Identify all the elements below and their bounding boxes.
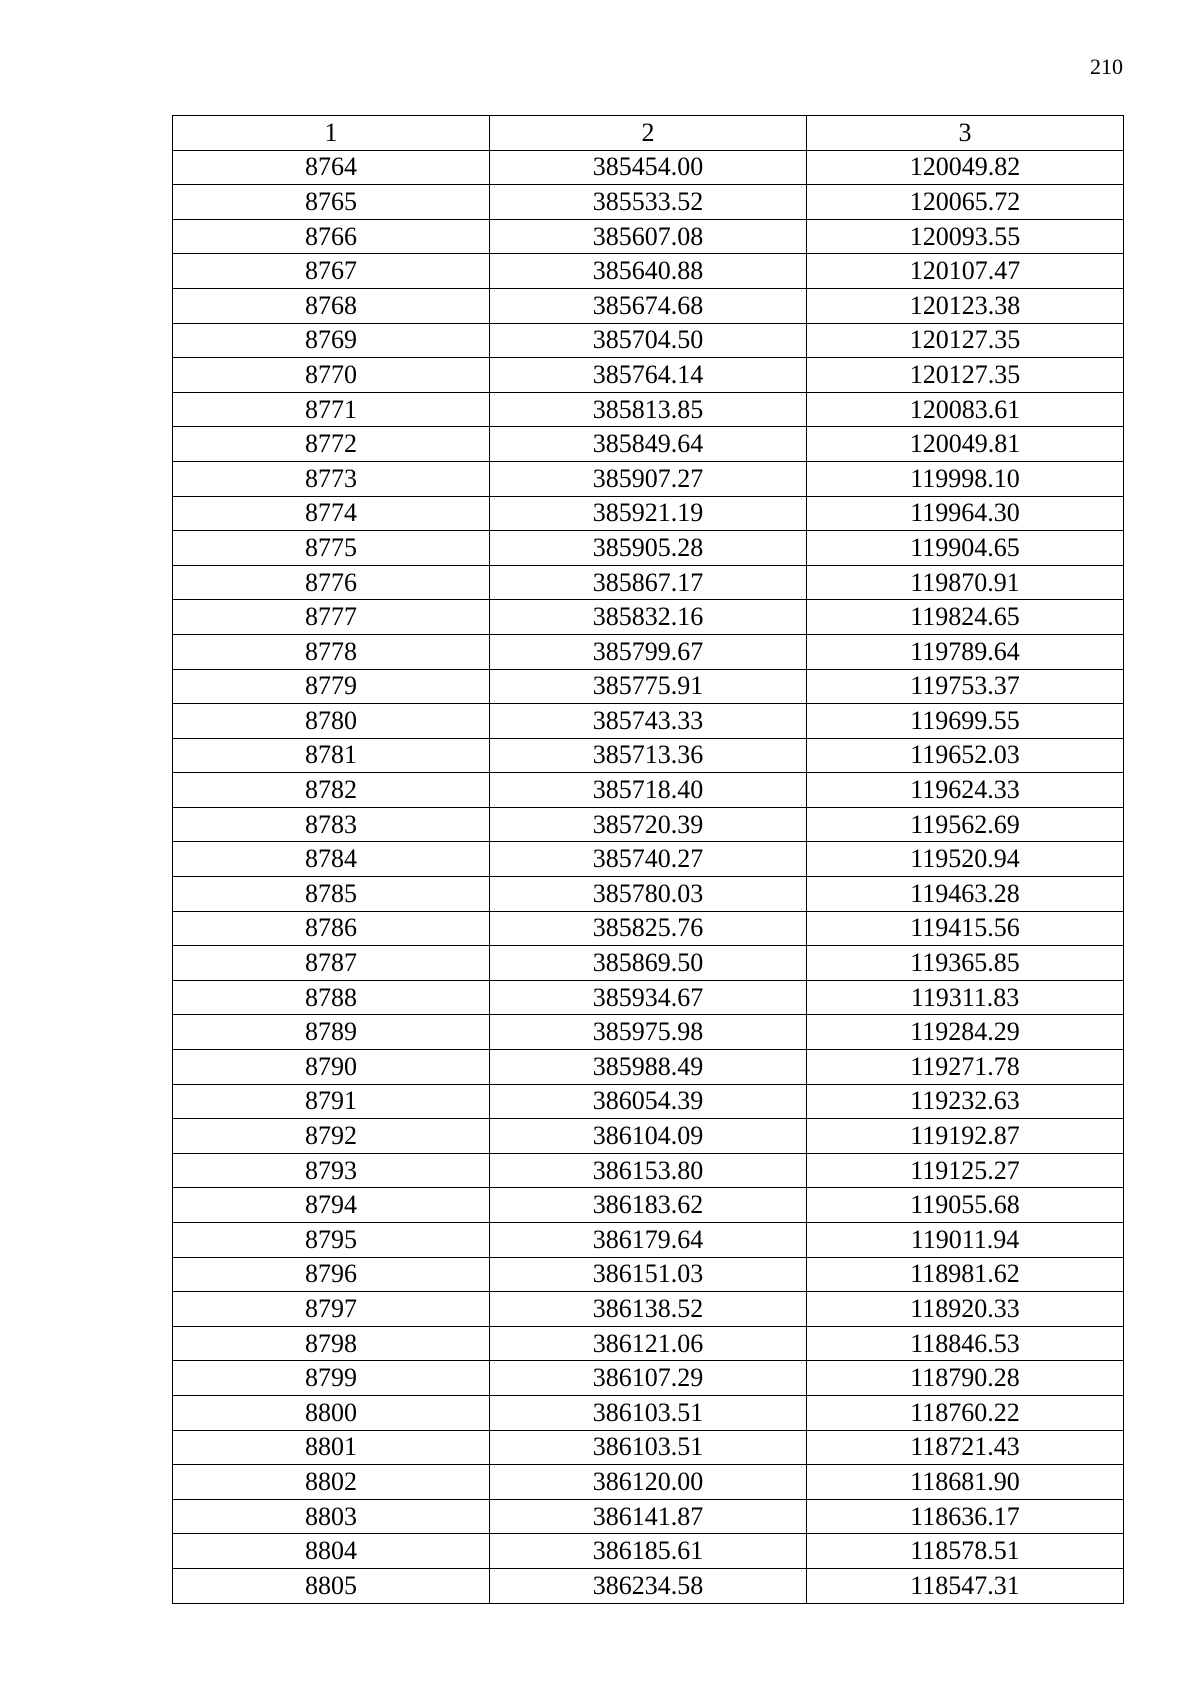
table-cell: 120049.82 [807,150,1124,185]
table-cell: 119271.78 [807,1050,1124,1085]
table-cell: 385740.27 [490,842,807,877]
table-cell: 385907.27 [490,461,807,496]
table-cell: 385849.64 [490,427,807,462]
table-row [173,807,1124,842]
table-row [173,1015,1124,1050]
table-cell: 8779 [173,669,490,704]
table-cell: 118846.53 [807,1326,1124,1361]
table-cell: 118721.43 [807,1430,1124,1465]
table-cell: 118920.33 [807,1292,1124,1327]
table-cell: 8793 [173,1153,490,1188]
table-cell: 8766 [173,219,490,254]
table-row [173,911,1124,946]
table-cell: 8787 [173,946,490,981]
table-cell: 8802 [173,1465,490,1500]
table-cell: 8792 [173,1119,490,1154]
table-cell: 8798 [173,1326,490,1361]
table-cell: 118790.28 [807,1361,1124,1396]
table-cell: 8777 [173,600,490,635]
table-cell: 8771 [173,392,490,427]
table-row [173,842,1124,877]
table-cell: 386141.87 [490,1499,807,1534]
table-row [173,946,1124,981]
table-row [173,634,1124,669]
table-row [173,1395,1124,1430]
table-row [173,185,1124,220]
table-row [173,1430,1124,1465]
table-cell: 119789.64 [807,634,1124,669]
table-cell: 385988.49 [490,1050,807,1085]
table-cell: 385780.03 [490,877,807,912]
table-cell: 119824.65 [807,600,1124,635]
table-cell: 119520.94 [807,842,1124,877]
table-cell: 119753.37 [807,669,1124,704]
table-cell: 8769 [173,323,490,358]
table-row [173,254,1124,289]
table-row [173,1292,1124,1327]
table-cell: 120127.35 [807,323,1124,358]
table-cell: 120065.72 [807,185,1124,220]
table-cell: 385454.00 [490,150,807,185]
table-cell: 8804 [173,1534,490,1569]
table-cell: 8803 [173,1499,490,1534]
table-cell: 386103.51 [490,1430,807,1465]
table-cell: 8770 [173,358,490,393]
table-cell: 8797 [173,1292,490,1327]
table-cell: 8775 [173,531,490,566]
table-row [173,1465,1124,1500]
table-cell: 386183.62 [490,1188,807,1223]
table-cell: 8782 [173,773,490,808]
table-cell: 8788 [173,980,490,1015]
table-cell: 386234.58 [490,1568,807,1603]
table-row [173,1534,1124,1569]
table-cell: 8791 [173,1084,490,1119]
table-cell: 8801 [173,1430,490,1465]
table-cell: 385825.76 [490,911,807,946]
table-cell: 118681.90 [807,1465,1124,1500]
table-cell: 385720.39 [490,807,807,842]
table-cell: 119125.27 [807,1153,1124,1188]
column-header-2: 2 [490,116,807,151]
table-cell: 8796 [173,1257,490,1292]
table-row [173,1326,1124,1361]
header-row [173,116,1124,151]
table-row [173,496,1124,531]
table-cell: 386185.61 [490,1534,807,1569]
table-row [173,1223,1124,1258]
table-cell: 385921.19 [490,496,807,531]
table-cell: 119652.03 [807,738,1124,773]
table-header [173,116,1124,151]
table-cell: 8805 [173,1568,490,1603]
table-row [173,1568,1124,1603]
table-body [173,150,1124,1603]
table-cell: 386107.29 [490,1361,807,1396]
table-cell: 8785 [173,877,490,912]
table-cell: 119011.94 [807,1223,1124,1258]
table-cell: 119055.68 [807,1188,1124,1223]
table-cell: 119699.55 [807,704,1124,739]
table-cell: 386179.64 [490,1223,807,1258]
column-header-1: 1 [173,116,490,151]
table-cell: 119870.91 [807,565,1124,600]
table-row [173,1499,1124,1534]
table-cell: 386104.09 [490,1119,807,1154]
table-cell: 119998.10 [807,461,1124,496]
table-cell: 385869.50 [490,946,807,981]
table-cell: 385975.98 [490,1015,807,1050]
table-row [173,1153,1124,1188]
table-cell: 118760.22 [807,1395,1124,1430]
table-cell: 119624.33 [807,773,1124,808]
table-cell: 8799 [173,1361,490,1396]
table-cell: 386120.00 [490,1465,807,1500]
table-cell: 8780 [173,704,490,739]
table-cell: 385764.14 [490,358,807,393]
table-cell: 8794 [173,1188,490,1223]
table-row [173,1188,1124,1223]
table-cell: 386153.80 [490,1153,807,1188]
table-cell: 385533.52 [490,185,807,220]
table-row [173,1084,1124,1119]
table-cell: 8790 [173,1050,490,1085]
table-row [173,773,1124,808]
table-cell: 119562.69 [807,807,1124,842]
table-cell: 8800 [173,1395,490,1430]
table-cell: 8765 [173,185,490,220]
table-cell: 120093.55 [807,219,1124,254]
table-cell: 8789 [173,1015,490,1050]
table-cell: 8767 [173,254,490,289]
table-cell: 385799.67 [490,634,807,669]
table-cell: 118636.17 [807,1499,1124,1534]
table-cell: 385640.88 [490,254,807,289]
coordinates-table [172,115,1124,1604]
table-cell: 385743.33 [490,704,807,739]
table-row [173,392,1124,427]
table-row [173,219,1124,254]
table-row [173,738,1124,773]
table-cell: 386138.52 [490,1292,807,1327]
table-row [173,980,1124,1015]
table-cell: 120123.38 [807,288,1124,323]
table-cell: 120083.61 [807,392,1124,427]
table-cell: 385867.17 [490,565,807,600]
table-cell: 119415.56 [807,911,1124,946]
page-number: 210 [1090,54,1123,79]
column-header-3: 3 [807,116,1124,151]
table-cell: 119904.65 [807,531,1124,566]
table-cell: 8772 [173,427,490,462]
table-cell: 119232.63 [807,1084,1124,1119]
table-cell: 8795 [173,1223,490,1258]
table-cell: 8781 [173,738,490,773]
table-cell: 385674.68 [490,288,807,323]
table-cell: 385704.50 [490,323,807,358]
table-cell: 119192.87 [807,1119,1124,1154]
table-cell: 8778 [173,634,490,669]
table-cell: 118981.62 [807,1257,1124,1292]
table-cell: 386151.03 [490,1257,807,1292]
table-row [173,288,1124,323]
table-row [173,531,1124,566]
table-cell: 386054.39 [490,1084,807,1119]
table-row [173,323,1124,358]
table-cell: 119365.85 [807,946,1124,981]
table-cell: 8786 [173,911,490,946]
table-cell: 120049.81 [807,427,1124,462]
table-cell: 8764 [173,150,490,185]
table-cell: 8773 [173,461,490,496]
table-cell: 119964.30 [807,496,1124,531]
table-row [173,1050,1124,1085]
table-cell: 8784 [173,842,490,877]
table-cell: 386121.06 [490,1326,807,1361]
table-cell: 385607.08 [490,219,807,254]
table-row [173,1119,1124,1154]
table-row [173,358,1124,393]
table-cell: 120127.35 [807,358,1124,393]
table-cell: 119311.83 [807,980,1124,1015]
table-cell: 385813.85 [490,392,807,427]
table-row [173,600,1124,635]
table-cell: 8774 [173,496,490,531]
table-cell: 120107.47 [807,254,1124,289]
table-cell: 385718.40 [490,773,807,808]
table-cell: 118578.51 [807,1534,1124,1569]
table-cell: 386103.51 [490,1395,807,1430]
table-cell: 119463.28 [807,877,1124,912]
table-row [173,565,1124,600]
table-cell: 118547.31 [807,1568,1124,1603]
table-cell: 8768 [173,288,490,323]
table-row [173,461,1124,496]
table-row [173,150,1124,185]
table-cell: 385905.28 [490,531,807,566]
table-cell: 385775.91 [490,669,807,704]
table-row [173,877,1124,912]
table-row [173,669,1124,704]
table-cell: 8783 [173,807,490,842]
table-cell: 385934.67 [490,980,807,1015]
table-row [173,427,1124,462]
table-cell: 385713.36 [490,738,807,773]
table-cell: 385832.16 [490,600,807,635]
table-row [173,704,1124,739]
table-cell: 119284.29 [807,1015,1124,1050]
table-row [173,1257,1124,1292]
table-row [173,1361,1124,1396]
table-cell: 8776 [173,565,490,600]
